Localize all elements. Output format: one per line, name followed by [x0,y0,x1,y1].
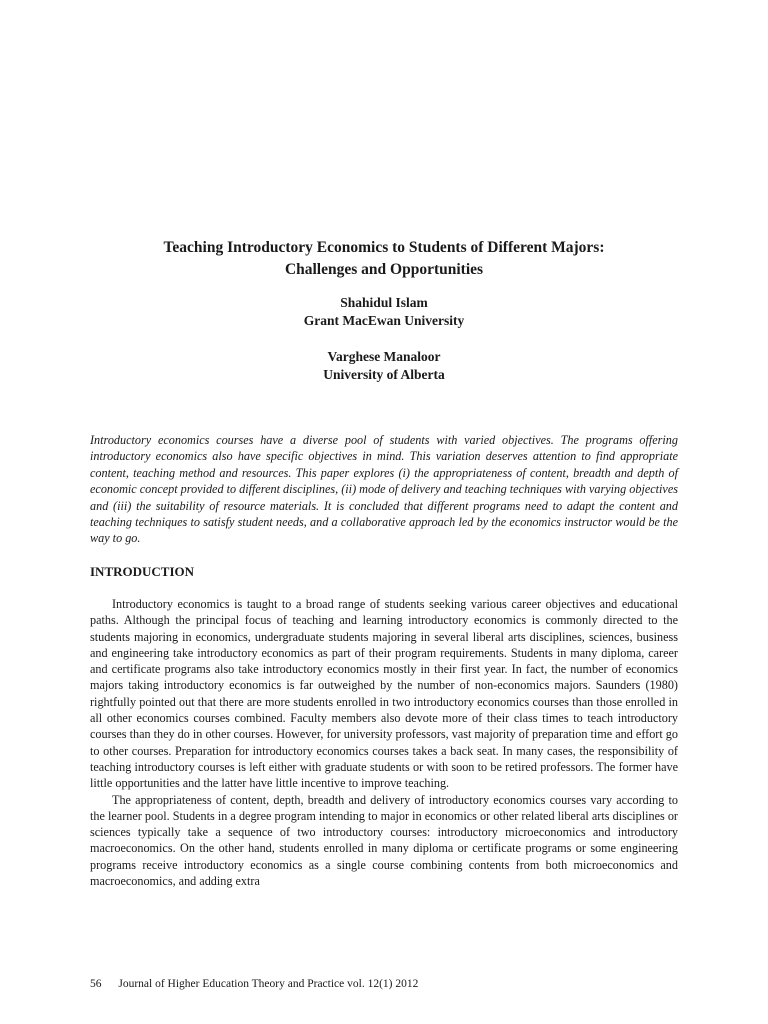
title-line-1: Teaching Introductory Economics to Students of Different Majors: [163,239,605,256]
paragraph: Introductory economics is taught to a broad range of students seeking various career objectives and educational paths. Although the principal focus of teaching and learning introductory economics is commonly directed to the students majoring in economics, undergraduate students majoring in several liberal arts disciplines, sciences, business and engineering take introductory economics as part of their program requirements. Students in many diploma, career and certificate programs also take introductory economics mostly in their first year. In fact, the number of economics majors taking introductory economics is far outweighed by the number of non-economics majors. Saunders (1980) rightfully pointed out that there are more students enrolled in two introductory economics courses than those enrolled in all other economics courses combined. Faculty members also devote more of their class times to teach introductory courses than they do in other courses. However, for university professors, vast majority of preparation time and effort go to other courses. Preparation for introductory economics courses takes a back seat. In many cases, the responsibility of teaching introductory courses is left either with graduate students or with soon to be retired professors. The former have little opportunities and the latter have little incentive to improve teaching. [90,597,678,791]
author-block-1 [90,294,678,330]
author-block-2 [90,348,678,384]
author-name: Varghese Manaloor [327,349,441,364]
paper-title [90,237,678,281]
author-affiliation: Grant MacEwan University [303,313,465,328]
journal-citation: Journal of Higher Education Theory and Practice vol. 12(1) 2012 [118,978,419,990]
title-line-2: Challenges and Opportunities [284,261,484,278]
page-footer [90,977,418,991]
abstract: Introductory economics courses have a diverse pool of students with varied objectives. The programs offering introductory economics also have specific objectives in mind. This variation deserves attention to find appropriate content, teaching method and resources. This paper explores (i) the appropriateness of content, breadth and depth of economic concept provided to different disciplines, (ii) mode of delivery and teaching techniques with varying objectives and (iii) the suitability of resource materials. It is concluded that different programs need to adapt the content and teaching techniques to satisfy student needs, and a collaborative approach led by the economics instructor would be the way to go. [90,433,678,546]
section-heading-introduction: INTRODUCTION [90,564,195,579]
body-text [90,596,678,889]
paragraph: The appropriateness of content, depth, breadth and delivery of introductory economics courses vary according to the learner pool. Students in a degree program intending to major in economics or other related liberal arts disciplines or sciences typically take a sequence of two introductory courses: introductory microeconomics and introductory macroeconomics. On the other hand, students enrolled in many diploma or certificate programs or some engineering programs receive introductory economics as a single course combining contents from both microeconomics and macroeconomics, and adding extra [90,792,678,889]
author-name: Shahidul Islam [340,295,428,310]
page-number: 56 [90,978,102,990]
author-affiliation: University of Alberta [323,367,445,382]
